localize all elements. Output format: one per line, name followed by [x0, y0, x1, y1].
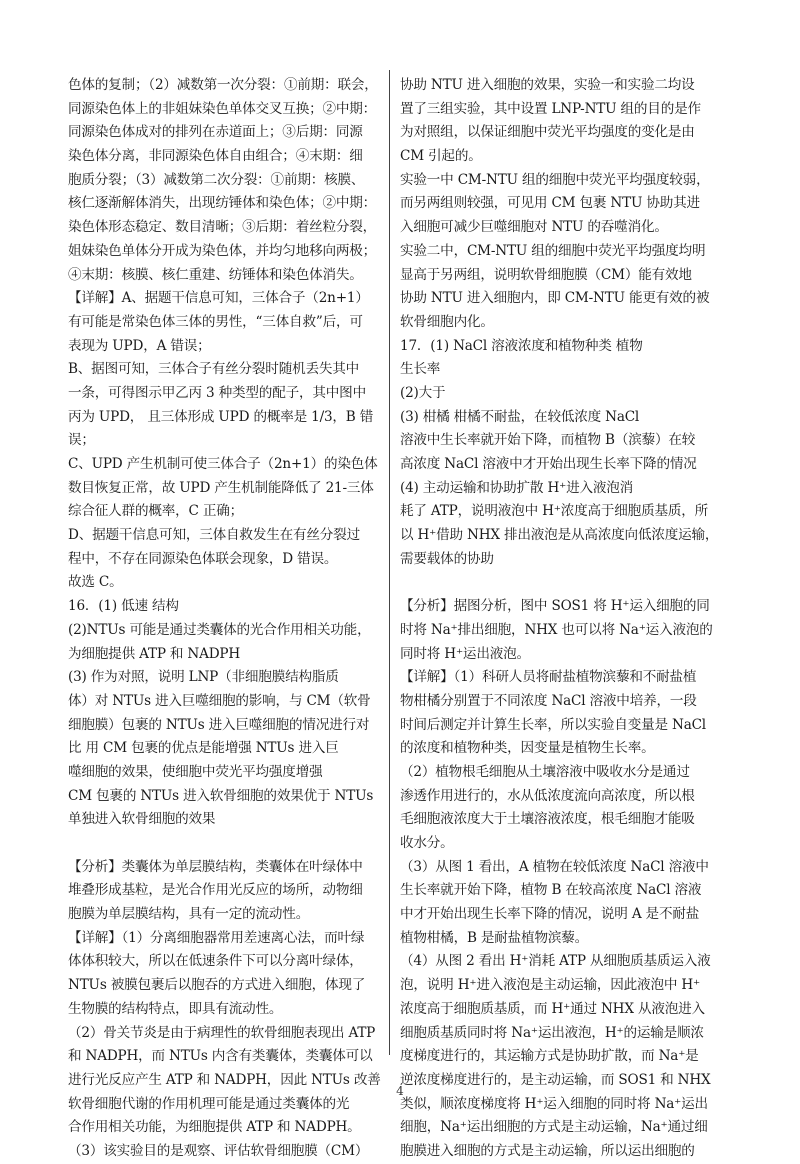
left-text-line: 程中，不存在同源染色体联会现象，D 错误。 — [68, 550, 338, 567]
right-text-line: 【详解】（1）科研人员将耐盐植物滨藜和不耐盐植 — [400, 669, 697, 686]
left-text-line: 染色体分离，非同源染色体自由组合；④末期：细 — [68, 148, 363, 165]
left-text-line: D、据题干信息可知，三体自救发生在有丝分裂过 — [68, 527, 360, 544]
right-text-line: 中才开始出现生长率下降的情况，说明 A 是不耐盐 — [400, 906, 700, 923]
left-text-line: 丙为 UPD， 且三体形成 UPD 的概率是 1/3，B 错 — [68, 408, 374, 425]
right-blank-line — [400, 571, 730, 595]
left-text-line: 堆叠形成基粒，是光合作用光反应的场所，动物细 — [68, 882, 363, 899]
right-text-line: 浓度高于细胞质基质，而 H⁺通过 NHX 从液泡进入 — [400, 1000, 705, 1017]
left-text-line: 姐妹染色单体分开成为染色体，并均匀地移向两极； — [68, 242, 377, 259]
left-text-line: 表现为 UPD，A 错误； — [68, 337, 211, 354]
right-column — [400, 74, 730, 1164]
left-text-line: 【详解】（1）分离细胞器常用差速离心法，而叶绿 — [68, 929, 365, 946]
right-text-line: 置了三组实验，其中设置 LNP-NTU 组的目的是作 — [400, 100, 701, 117]
left-text-line: (2)NTUs 可能是通过类囊体的光合作用相关功能， — [68, 621, 371, 638]
left-text-line: 染色体形态稳定、数目清晰；③后期：着丝粒分裂， — [68, 219, 377, 236]
right-text-line: 毛细胞液浓度大于土壤溶液浓度，根毛细胞才能吸 — [400, 811, 695, 828]
left-text-line: (3) 作为对照，说明 LNP（非细胞膜结构脂质 — [68, 669, 339, 686]
page-number: 4 — [396, 1084, 404, 1098]
left-text-line: B、据图可知，三体合子有丝分裂时随机丢失其中 — [68, 361, 360, 378]
right-text-line: 逆浓度梯度进行的，是主动运输，而 SOS1 和 NHX — [400, 1071, 711, 1088]
right-text-line: 时间后测定并计算生长率，所以实验自变量是 NaCl — [400, 716, 706, 733]
left-column — [68, 74, 398, 1164]
right-text-line: 协助 NTU 进入细胞内，即 CM-NTU 能更有效的被 — [400, 290, 710, 307]
left-text-line: 进行光反应产生 ATP 和 NADPH，因此 NTUs 改善 — [68, 1071, 381, 1088]
right-text-line: 溶液中生长率就开始下降，而植物 B（滨藜）在较 — [400, 432, 696, 449]
left-text-line: 生物膜的结构特点，即具有流动性。 — [68, 1000, 283, 1017]
left-text-line: 误； — [68, 432, 95, 449]
right-text-line: （2）植物根毛细胞从土壤溶液中吸收水分是通过 — [400, 763, 690, 780]
right-text-line: 渗透作用进行的，水从低浓度流向高浓度，所以根 — [400, 787, 695, 804]
left-text-line: 一条，可得图示甲乙丙 3 种类型的配子，其中图中 — [68, 384, 366, 401]
left-text-line: 细胞膜）包裹的 NTUs 进入巨噬细胞的情况进行对 — [68, 716, 370, 733]
right-text-line: CM 引起的。 — [400, 148, 482, 165]
left-text-line: 【详解】A、据题干信息可知，三体合子（2n+1） — [68, 290, 369, 307]
right-text-line: 的浓度和植物种类，因变量是植物生长率。 — [400, 740, 655, 757]
right-text-line: 软骨细胞内化。 — [400, 313, 494, 330]
left-text-line: 体）对 NTUs 进入巨噬细胞的影响，与 CM（软骨 — [68, 692, 371, 709]
column-divider — [389, 70, 390, 1055]
right-text-line: 耗了 ATP，说明液泡中 H⁺浓度高于细胞质基质，所 — [400, 503, 709, 520]
left-text-line: CM 包裹的 NTUs 进入软骨细胞的效果优于 NTUs — [68, 787, 374, 804]
left-text-line: 体体积较大，所以在低速条件下可以分离叶绿体， — [68, 953, 363, 970]
right-text-line: 17．(1) NaCl 溶液浓度和植物种类 植物 — [400, 337, 643, 354]
right-text-line: 胞膜进入细胞的方式是主动运输，所以运出细胞的 — [400, 1142, 695, 1159]
left-text-line: （2）骨关节炎是由于病理性的软骨细胞表现出 ATP — [68, 1024, 376, 1041]
left-text-line: 比 用 CM 包裹的优点是能增强 NTUs 进入巨 — [68, 740, 339, 757]
left-text-line: 软骨细胞代谢的作用机理可能是通过类囊体的光 — [68, 1095, 350, 1112]
right-text-line: 细胞，Na⁺运出细胞的方式是主动运输，Na⁺通过细 — [400, 1119, 708, 1136]
left-text-line: （3）该实验目的是观察、评估软骨细胞膜（CM） — [68, 1142, 369, 1159]
left-text-line: 同源染色体成对的排列在赤道面上；③后期：同源 — [68, 124, 363, 141]
right-text-line: (4) 主动运输和协助扩散 H⁺进入液泡消 — [400, 479, 634, 496]
left-blank-line — [68, 832, 398, 856]
left-text-line: 故选 C。 — [68, 574, 123, 591]
left-text-line: 合作用相关功能，为细胞提供 ATP 和 NADPH。 — [68, 1119, 361, 1136]
left-text-line: 同源染色体上的非姐妹染色单体交叉互换；②中期： — [68, 100, 377, 117]
right-text-line: 物柑橘分别置于不同浓度 NaCl 溶液中培养，一段 — [400, 692, 697, 709]
right-text-line: 高浓度 NaCl 溶液中才开始出现生长率下降的情况 — [400, 456, 697, 472]
left-text-line: 色体的复制；（2）减数第一次分裂：①前期：联会， — [68, 77, 378, 93]
left-text-line: 综合征人群的概率，C 正确； — [68, 503, 244, 520]
left-text-line: C、UPD 产生机制可使三体合子（2n+1）的染色体 — [68, 456, 378, 472]
right-text-line: 实验一中 CM-NTU 组的细胞中荧光平均强度较弱， — [400, 171, 710, 188]
right-text-line: 而另两组则较强，可见用 CM 包裹 NTU 协助其进 — [400, 195, 700, 212]
right-text-line: 实验二中，CM-NTU 组的细胞中荧光平均强度均明 — [400, 242, 706, 259]
left-text-line: 胞膜为单层膜结构，具有一定的流动性。 — [68, 906, 310, 923]
right-text-line: 入细胞可减少巨噬细胞对 NTU 的吞噬消化。 — [400, 219, 668, 236]
right-text-line: (2)大于 — [400, 384, 446, 401]
left-text-line: 有可能是常染色体三体的男性，“三体自救”后，可 — [68, 313, 363, 330]
left-text-line: 16．(1) 低速 结构 — [68, 598, 179, 615]
left-text-line: 单独进入软骨细胞的效果 — [68, 811, 216, 828]
left-text-line: 为细胞提供 ATP 和 NADPH — [68, 645, 241, 662]
left-text-line: 数目恢复正常，故 UPD 产生机制能降低了 21-三体 — [68, 479, 374, 496]
right-text-line: 需要载体的协助 — [400, 550, 494, 567]
right-text-line: 收水分。 — [400, 835, 454, 851]
right-text-line: 为对照组，以保证细胞中荧光平均强度的变化是由 — [400, 124, 695, 141]
right-text-line: 协助 NTU 进入细胞的效果，实验一和实验二均设 — [400, 77, 695, 93]
left-text-line: 核仁逐渐解体消失，出现纺锤体和染色体；②中期： — [68, 195, 377, 212]
right-text-line: 生长率就开始下降，植物 B 在较高浓度 NaCl 溶液 — [400, 882, 702, 899]
right-text-line: (3) 柑橘 柑橘不耐盐，在较低浓度 NaCl — [400, 408, 640, 425]
right-text-line: 植物柑橘，B 是耐盐植物滨藜。 — [400, 929, 589, 946]
left-text-line: 和 NADPH，而 NTUs 内含有类囊体，类囊体可以 — [68, 1048, 373, 1065]
right-text-line: 生长率 — [400, 361, 441, 378]
right-text-line: 显高于另两组，说明软骨细胞膜（CM）能有效地 — [400, 266, 692, 283]
left-text-line: 【分析】类囊体为单层膜结构，类囊体在叶绿体中 — [68, 858, 363, 875]
left-text-line: 胞质分裂；（3）减数第二次分裂：①前期：核膜、 — [68, 171, 365, 188]
right-text-line: 类似，顺浓度梯度将 H⁺运入细胞的同时将 Na⁺运出 — [400, 1095, 708, 1112]
right-text-line: 泡，说明 H⁺进入液泡是主动运输，因此液泡中 H⁺ — [400, 977, 700, 994]
right-text-line: 以 H⁺借助 NHX 排出液泡是从高浓度向低浓度运输， — [400, 527, 719, 544]
right-text-line: （4）从图 2 看出 H⁺消耗 ATP 从细胞质基质运入液 — [400, 953, 711, 970]
left-text-line: 噬细胞的效果，使细胞中荧光平均强度增强 — [68, 763, 323, 780]
right-text-line: 【分析】据图分析，图中 SOS1 将 H⁺运入细胞的同 — [400, 598, 710, 615]
right-text-line: 度梯度进行的，其运输方式是协助扩散，而 Na⁺是 — [400, 1048, 699, 1065]
right-text-line: 时将 Na⁺排出细胞，NHX 也可以将 Na⁺运入液泡的 — [400, 621, 713, 638]
left-text-line: ④末期：核膜、核仁重建、纺锤体和染色体消失。 — [68, 266, 363, 283]
right-text-line: 同时将 H⁺运出液泡。 — [400, 645, 530, 662]
right-text-line: 细胞质基质同时将 Na⁺运出液泡，H⁺的运输是顺浓 — [400, 1024, 704, 1041]
right-text-line: （3）从图 1 看出，A 植物在较低浓度 NaCl 溶液中 — [400, 858, 709, 875]
left-text-line: NTUs 被膜包裹后以胞吞的方式进入细胞，体现了 — [68, 977, 366, 994]
